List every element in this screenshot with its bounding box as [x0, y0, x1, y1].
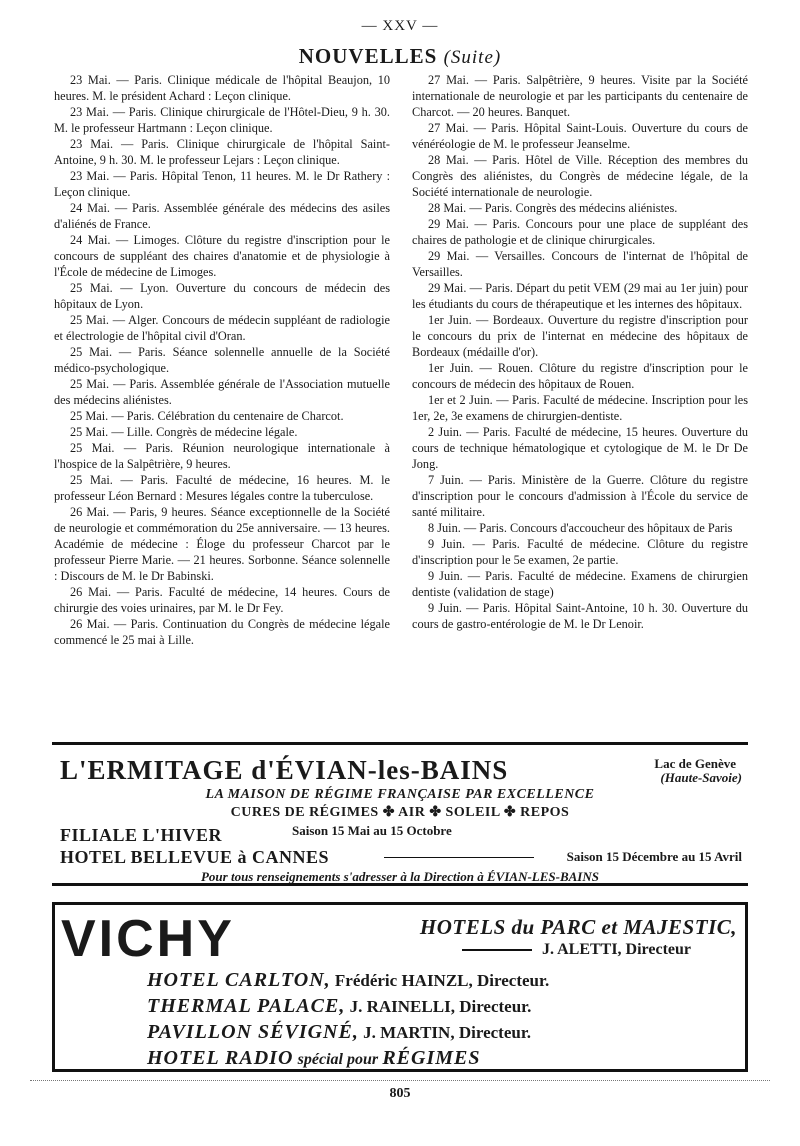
- news-item: 23 Mai. — Paris. Clinique chirurgicale de l'hôpital Saint-Antoine, 9 h. 30. M. le professeur Lejars : Leçon clinique.: [54, 137, 390, 167]
- news-item: 9 Juin. — Paris. Faculté de médecine. Clôture du registre d'inscription pour le 5e examen, 2e partie.: [412, 537, 748, 567]
- news-item: 8 Juin. — Paris. Concours d'accoucheur des hôpitaux de Paris: [428, 521, 733, 535]
- vichy-row: [147, 995, 531, 1018]
- vichy-director-aletti: [462, 941, 691, 959]
- evian-season-summer: Saison 15 Mai au 15 Octobre: [292, 823, 452, 838]
- news-item: 25 Mai. — Paris. Assemblée générale de l'Association mutuelle des médecins aliénistes.: [54, 377, 390, 407]
- folio: — XXV —: [361, 18, 439, 34]
- hotel-name: HOTEL RADIO: [147, 1047, 294, 1069]
- section-heading: [0, 44, 800, 69]
- news-item: 23 Mai. — Paris. Clinique médicale de l'hôpital Beaujon, 10 heures. M. le président Achard : Leçon clinique.: [54, 73, 390, 103]
- page-number: 805: [389, 1086, 411, 1101]
- news-item: 29 Mai. — Paris. Concours pour une place de suppléant des chaires de pathologie et de clinique chirurgicales.: [412, 217, 748, 247]
- hotel-name: THERMAL PALACE,: [147, 995, 346, 1017]
- news-item: 25 Mai. — Paris. Séance solennelle annuelle de la Société médico-psychologique.: [54, 345, 390, 375]
- vichy-row: [147, 1047, 481, 1070]
- hotel-name: HOTEL CARLTON,: [147, 969, 331, 991]
- news-item: 1er Juin. — Rouen. Clôture du registre d'inscription pour le concours de médecin des hôpitaux de Rouen.: [412, 361, 748, 391]
- news-item: 27 Mai. — Paris. Hôpital Saint-Louis. Ouverture du cours de vénéréologie de M. le professeur Jeanselme.: [412, 121, 748, 151]
- news-item: 1er Juin. — Bordeaux. Ouverture du registre d'inscription pour le concours du prix de l'internat en médecine des hôpitaux de Bordeaux (médaille d'or).: [412, 313, 748, 359]
- vichy-title: VICHY: [61, 910, 235, 968]
- news-item: 25 Mai. — Paris. Faculté de médecine, 16 heures. M. le professeur Léon Bernard : Mesures légales contre la tuberculose.: [54, 473, 390, 503]
- director-label: J. ALETTI, Directeur: [541, 941, 691, 958]
- ornament-divider: [384, 857, 534, 858]
- news-item: 26 Mai. — Paris, 9 heures. Séance exceptionnelle de la Société de neurologie et commémoration du 25e anniversaire. — 13 heures. Académie de médecine : Éloge du professeur Charcot par le professeur Pierre Marie. — 21 heures. Sorbonne. Séance solennelle : Discours de M. le Dr Babinski.: [54, 505, 390, 583]
- news-item: 23 Mai. — Paris. Hôpital Tenon, 11 heures. M. le Dr Rathery : Leçon clinique.: [54, 169, 390, 199]
- dash-rule: [462, 949, 532, 951]
- evian-lac: Lac de Genève: [654, 756, 736, 771]
- heading-main: NOUVELLES: [298, 44, 438, 68]
- evian-region: (Haute-Savoie): [660, 770, 742, 785]
- vichy-row: [147, 1021, 531, 1044]
- news-item: 24 Mai. — Limoges. Clôture du registre d'inscription pour le concours de suppléant des chaires d'anatomie et de physiologie à l'École de médecine de Limoges.: [54, 233, 390, 279]
- evian-season-winter: Saison 15 Décembre au 15 Avril: [566, 849, 742, 864]
- evian-advertisement: [52, 742, 748, 886]
- news-item: 25 Mai. — Paris. Célébration du centenaire de Charcot.: [70, 409, 344, 423]
- heading-sub: (Suite): [443, 47, 502, 68]
- hotel-special: spécial pour: [297, 1051, 379, 1068]
- news-item: 25 Mai. — Lille. Congrès de médecine légale.: [70, 425, 298, 439]
- news-item: 7 Juin. — Paris. Ministère de la Guerre. Clôture du registre d'inscription pour le concours d'admission à l'École du service de santé militaire.: [412, 473, 748, 519]
- evian-contact: Pour tous renseignements s'adresser à la Direction à ÉVIAN-LES-BAINS: [200, 869, 599, 884]
- bottom-rule: [30, 1080, 770, 1081]
- news-item: 29 Mai. — Versailles. Concours de l'internat de l'hôpital de Versailles.: [412, 249, 748, 279]
- news-item: 1er et 2 Juin. — Paris. Faculté de médecine. Inscription pour les 1er, 2e, 3e examens de chirurgien-dentiste.: [412, 393, 748, 423]
- evian-location: [654, 757, 742, 785]
- news-item: 27 Mai. — Paris. Salpêtrière, 9 heures. Visite par la Société internationale de neurologie et par les participants du centenaire de Charcot. — 20 heures. Banquet.: [412, 73, 748, 119]
- news-item: 28 Mai. — Paris. Congrès des médecins aliénistes.: [428, 201, 678, 215]
- news-item: 25 Mai. — Alger. Concours de médecin suppléant de radiologie et électrologie de l'hôpital civil d'Oran.: [54, 313, 390, 343]
- vichy-row: [147, 969, 549, 992]
- news-item: 26 Mai. — Paris. Faculté de médecine, 14 heures. Cours de chirurgie des voies urinaires, par M. le Dr Fey.: [54, 585, 390, 615]
- evian-cures: CURES DE RÉGIMES ✤ AIR ✤ SOLEIL ✤ REPOS: [230, 805, 570, 820]
- evian-tagline: LA MAISON DE RÉGIME FRANÇAISE PAR EXCELLENCE: [205, 787, 595, 802]
- hotel-director: J. RAINELLI, Directeur.: [349, 997, 532, 1016]
- evian-filiale: FILIALE L'HIVER: [60, 825, 223, 845]
- vichy-hotels-parc-majestic: HOTELS du PARC et MAJESTIC,: [419, 915, 737, 939]
- news-item: 26 Mai. — Paris. Continuation du Congrès de médecine légale commencé le 25 mai à Lille.: [54, 617, 390, 647]
- hotel-name: PAVILLON SÉVIGNÉ,: [147, 1021, 359, 1043]
- news-item: 28 Mai. — Paris. Hôtel de Ville. Réception des membres du Congrès des aliénistes, du Congrès de médecine légale, de la Société internationale de neurologie.: [412, 153, 748, 199]
- news-item: 25 Mai. — Lyon. Ouverture du concours de médecin des hôpitaux de Lyon.: [54, 281, 390, 311]
- hotel-director: J. MARTIN, Directeur.: [363, 1023, 532, 1042]
- evian-cannes-hotel: HOTEL BELLEVUE à CANNES: [60, 847, 330, 867]
- hotel-director: Frédéric HAINZL, Directeur.: [334, 971, 550, 990]
- news-item: 9 Juin. — Paris. Hôpital Saint-Antoine, 10 h. 30. Ouverture du cours de gastro-entérologie de M. le Dr Lenoir.: [412, 601, 748, 631]
- news-item: 24 Mai. — Paris. Assemblée générale des médecins des asiles d'aliénés de France.: [54, 201, 390, 231]
- hotel-regimes: RÉGIMES: [382, 1047, 481, 1069]
- news-item: 9 Juin. — Paris. Faculté de médecine. Examens de chirurgien dentiste (validation de stage): [412, 569, 748, 599]
- evian-title: L'ERMITAGE d'ÉVIAN-les-BAINS: [60, 755, 509, 785]
- right-column: [412, 72, 748, 632]
- news-item: 29 Mai. — Paris. Départ du petit VEM (29 mai au 1er juin) pour les étudiants du cours de thérapeutique et les internes des hôpitaux.: [412, 281, 748, 311]
- vichy-advertisement: [52, 902, 748, 1072]
- left-column: [54, 72, 390, 648]
- news-item: 25 Mai. — Paris. Réunion neurologique internationale à l'hospice de la Salpêtrière, 9 heures.: [54, 441, 390, 471]
- news-item: 2 Juin. — Paris. Faculté de médecine, 15 heures. Ouverture du cours de technique hématologique et cytologique de M. le Dr De Jong.: [412, 425, 748, 471]
- news-item: 23 Mai. — Paris. Clinique chirurgicale de l'Hôtel-Dieu, 9 h. 30. M. le professeur Hartmann : Leçon clinique.: [54, 105, 390, 135]
